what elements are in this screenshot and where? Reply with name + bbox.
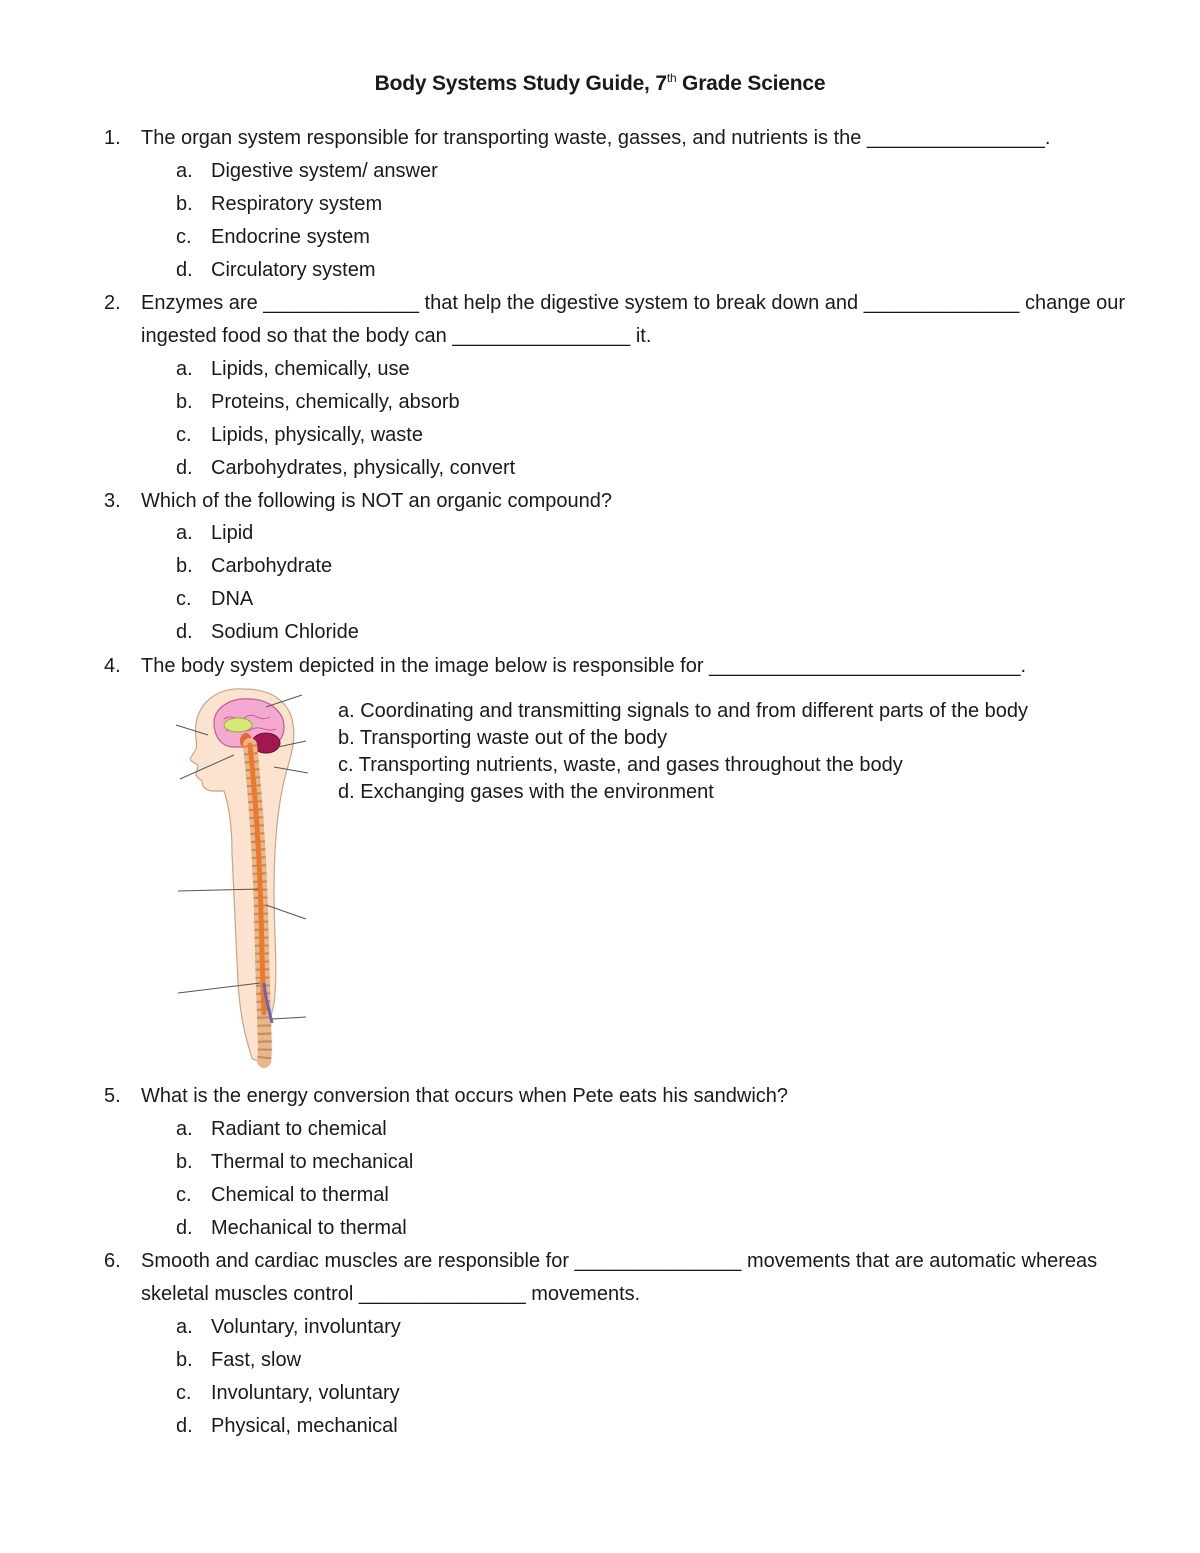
question-text: What is the energy conversion that occurs when Pete eats his sandwich? <box>141 1085 789 1107</box>
question-6 <box>104 1245 1144 1311</box>
question-4-options <box>338 698 1158 806</box>
option-c: c. Endocrine system <box>176 226 370 248</box>
option-a: a. Lipid <box>176 522 254 544</box>
question-text: The organ system responsible for transporting waste, gasses, and nutrients is the ________________. <box>141 127 1051 149</box>
question-5-options <box>176 1113 1076 1245</box>
question-6-options <box>176 1311 1076 1443</box>
question-number: 4. <box>104 655 121 677</box>
corpus-callosum-shape <box>224 718 252 732</box>
question-2-options <box>176 353 1076 485</box>
option-a: a. Coordinating and transmitting signals to and from different parts of the body <box>338 700 1029 722</box>
leader-line <box>272 1017 306 1019</box>
option-c: c. Chemical to thermal <box>176 1184 389 1206</box>
question-3-options <box>176 517 1076 649</box>
question-number: 1. <box>104 127 121 149</box>
question-2 <box>104 287 1144 353</box>
option-c: c. DNA <box>176 588 254 610</box>
question-text: Enzymes are ______________ that help the digestive system to break down and ______________ change our ingested food so that the body can ________________ it. <box>141 292 1126 347</box>
question-text: Smooth and cardiac muscles are responsible for _______________ movements that are automatic whereas skeletal muscles control _______________ movements. <box>141 1250 1098 1305</box>
option-d: d. Sodium Chloride <box>176 621 359 643</box>
question-text: Which of the following is NOT an organic compound? <box>141 490 612 512</box>
option-c: c. Transporting nutrients, waste, and gases throughout the body <box>338 754 903 776</box>
option-d: d. Physical, mechanical <box>176 1415 398 1437</box>
question-5 <box>104 1080 1144 1113</box>
nervous-system-illustration <box>174 683 314 1068</box>
option-a: a. Lipids, chemically, use <box>176 358 410 380</box>
option-c: c. Involuntary, voluntary <box>176 1382 400 1404</box>
option-b: b. Thermal to mechanical <box>176 1151 414 1173</box>
option-b: b. Carbohydrate <box>176 555 333 577</box>
question-1-options <box>176 155 1076 287</box>
option-a: a. Radiant to chemical <box>176 1118 387 1140</box>
option-d: d. Exchanging gases with the environment <box>338 781 714 803</box>
question-4 <box>104 650 1144 683</box>
question-number: 6. <box>104 1250 121 1272</box>
option-a: a. Voluntary, involuntary <box>176 1316 401 1338</box>
option-d: d. Circulatory system <box>176 259 376 281</box>
option-a: a. Digestive system/ answer <box>176 160 438 182</box>
page-title: Body Systems Study Guide, 7th Grade Science <box>374 71 826 95</box>
option-b: b. Transporting waste out of the body <box>338 727 668 749</box>
question-number: 5. <box>104 1085 121 1107</box>
question-1 <box>104 122 1144 155</box>
option-c: c. Lipids, physically, waste <box>176 424 423 446</box>
question-number: 3. <box>104 490 121 512</box>
option-d: d. Mechanical to thermal <box>176 1217 407 1239</box>
question-number: 2. <box>104 292 121 314</box>
question-3 <box>104 485 1144 518</box>
question-text: The body system depicted in the image below is responsible for ____________________________. <box>141 655 1027 677</box>
option-b: b. Fast, slow <box>176 1349 302 1371</box>
option-d: d. Carbohydrates, physically, convert <box>176 457 516 479</box>
option-b: b. Respiratory system <box>176 193 383 215</box>
option-b: b. Proteins, chemically, absorb <box>176 391 460 413</box>
